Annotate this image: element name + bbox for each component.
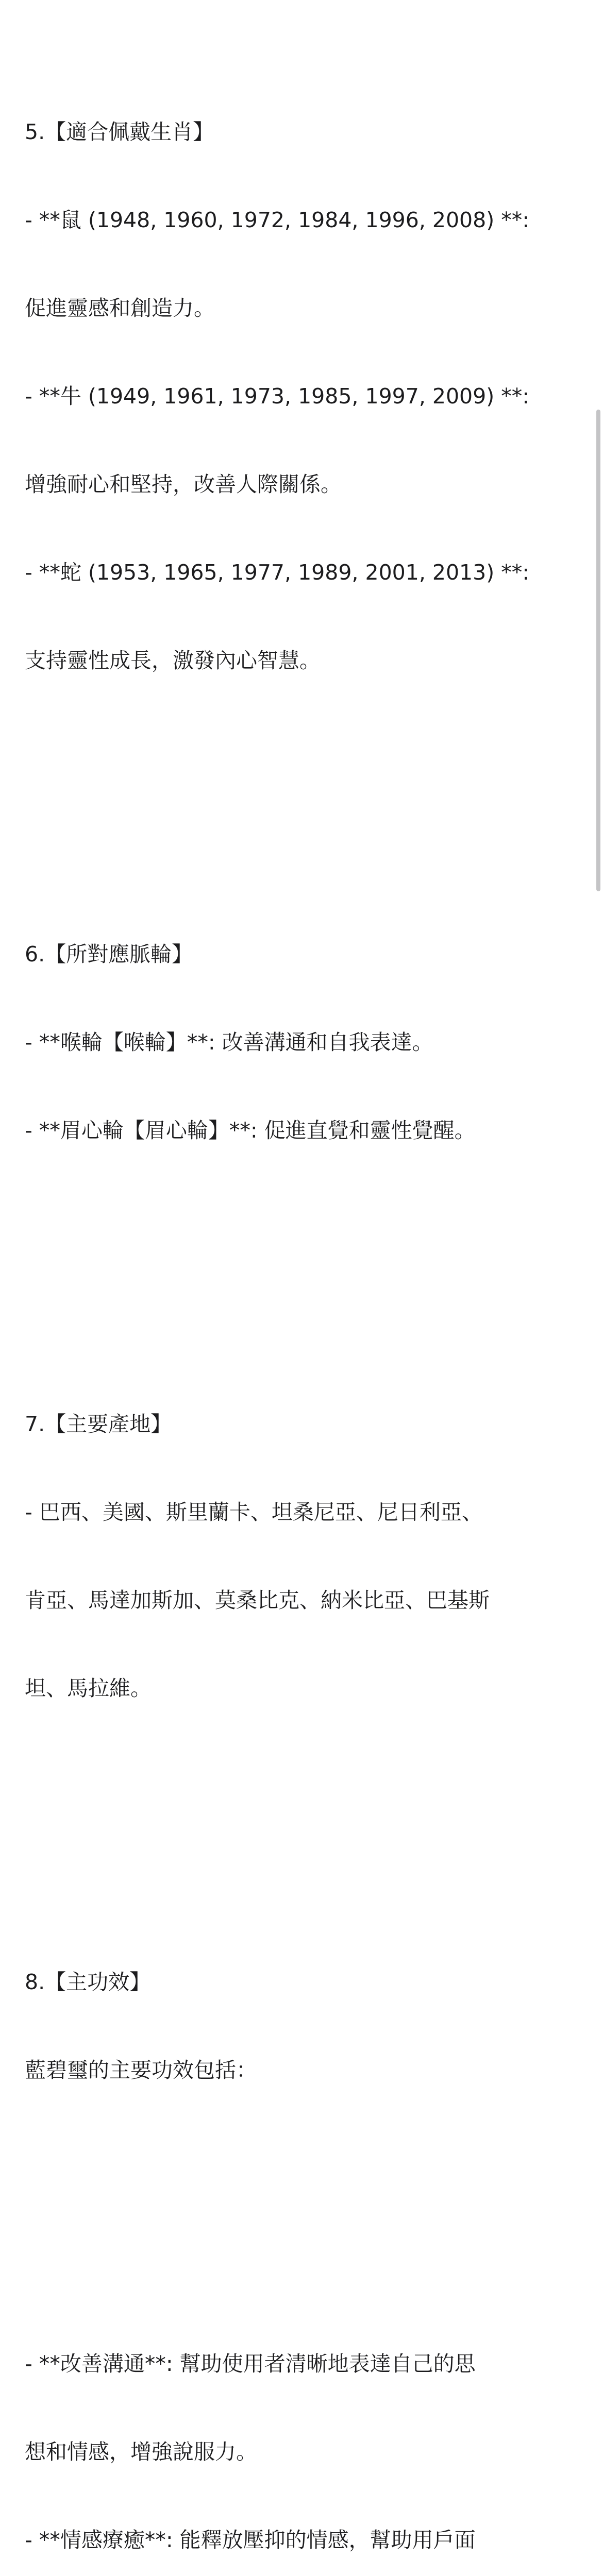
spacer (25, 2202, 587, 2232)
section-chakra (25, 881, 587, 1204)
text-line: - **眉心輪【眉心輪】**: 促進直覺和靈性覺醒。 (25, 1118, 476, 1143)
section-effects (25, 1909, 587, 2144)
text-line: 肯亞、馬達加斯加、莫桑比克、納米比亞、巴基斯 (25, 1588, 490, 1613)
text-line: - **情感療癒**: 能釋放壓抑的情感，幫助用戶面 (25, 2528, 476, 2552)
text-line: - **喉輪【喉輪】**: 改善溝通和自我表達。 (25, 1030, 433, 1055)
text-line: - 巴西、美國、斯里蘭卡、坦桑尼亞、尼日利亞、 (25, 1500, 483, 1524)
section-effects-list (25, 2291, 587, 2576)
text-line: - **牛 (1949, 1961, 1973, 1985, 1997, 2009) **: (25, 384, 530, 409)
text-line: 支持靈性成長，激發內心智慧。 (25, 648, 321, 673)
text-line: 促進靈感和創造力。 (25, 296, 215, 320)
section-heading-chakra: 6.【所對應脈輪】 (25, 942, 193, 967)
spacer (25, 1821, 587, 1850)
message-text-body (25, 0, 587, 2576)
text-line: 增強耐心和堅持，改善人際關係。 (25, 472, 342, 497)
text-line: - **蛇 (1953, 1965, 1977, 1989, 2001, 2013) **: (25, 560, 530, 585)
section-origin (25, 1351, 587, 1762)
text-line: 坦、馬拉維。 (25, 1676, 152, 1701)
text-line: 藍碧璽的主要功效包括： (25, 2058, 257, 2082)
spacer (25, 1263, 587, 1292)
section-heading-origin: 7.【主要產地】 (25, 1412, 172, 1436)
text-line: - **鼠 (1948, 1960, 1972, 1984, 1996, 2008) **: (25, 208, 530, 232)
section-heading-effects: 8.【主功效】 (25, 1970, 151, 1994)
text-line: - **改善溝通**: 幫助使用者清晰地表達自己的思 (25, 2351, 476, 2376)
spacer (25, 793, 587, 822)
section-heading-zodiac: 5.【適合佩戴生肖】 (25, 120, 214, 144)
vertical-scrollbar[interactable] (596, 410, 600, 891)
text-line: 想和情感，增強說服力。 (25, 2439, 257, 2464)
section-zodiac (25, 59, 587, 734)
